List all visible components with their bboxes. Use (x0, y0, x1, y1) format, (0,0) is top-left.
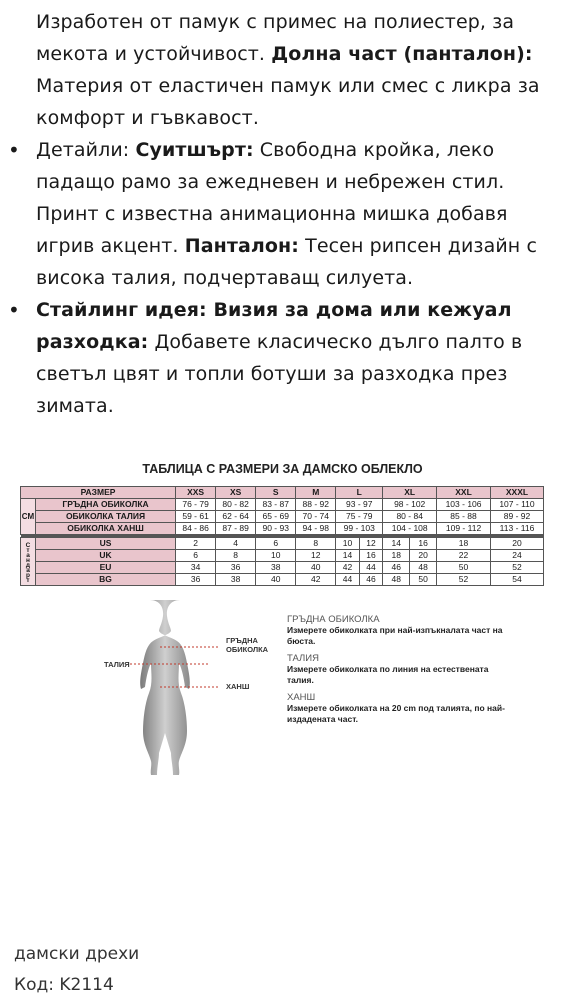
guide-text: Измерете обиколката при най-изпъкналата част на бюста. (287, 625, 503, 646)
table-row: CM ГРЪДНА ОБИКОЛКА 76 - 79 80 - 82 83 - 87 88 - 92 93 - 97 98 - 102 103 - 106 107 - 110 (21, 499, 544, 511)
details-bullet: • Детайли: Суитшърт: Свободна кройка, леко падащо рамо за ежедневен и небрежен стил. Принт с известна анимационна мишка добавя игрив акцент. Панталон: Тесен рипсен дизайн с висока талия, подчертаващ силуета. (36, 134, 541, 294)
table-row: ОБИКОЛКА ХАНШ 84 - 86 87 - 89 90 - 93 94 - 98 99 - 103 104 - 108 109 - 112 113 - 116 (21, 523, 544, 535)
product-description (36, 6, 541, 422)
material-paragraph: Изработен от памук с примес на полиестер, за мекота и устойчивост. Долна част (панталон): Материя от еластичен памук или смес с ликра за комфорт и гъвкавост. (36, 11, 540, 129)
table-row: UK 6 8 10 12 14 16 18 20 22 24 (21, 550, 544, 562)
figure-hip-label: ХАНШ (226, 682, 250, 691)
size-chart-title: ТАБЛИЦА С РАЗМЕРИ ЗА ДАМСКО ОБЛЕКЛО (142, 462, 423, 476)
figure-bust-label: ГРЪДНА ОБИКОЛКА (226, 636, 269, 654)
table-row: BG 36 38 40 42 44 46 48 50 52 54 (21, 574, 544, 586)
figure-waist-label: ТАЛИЯ (104, 660, 130, 669)
guide-heading: ГРЪДНА ОБИКОЛКА (287, 614, 380, 625)
measure-guide (287, 612, 517, 731)
product-code: Код: K2114 (14, 975, 114, 995)
styling-bullet: • Стайлинг идея: Визия за дома или кежуал разходка: Добавете класическо дълго палто в светъл цвят и топли ботуши за разходка през зимата. (36, 294, 541, 422)
size-table (20, 486, 544, 586)
table-row: EU 34 36 38 40 42 44 46 48 50 52 (21, 562, 544, 574)
size-header-row: РАЗМЕР XXS XS S M L XL XXL XXXL (21, 487, 544, 499)
bottom-part-label: Долна част (панталон): (271, 43, 533, 65)
woman-silhouette-icon (60, 596, 290, 776)
body-silhouette (60, 596, 290, 776)
guide-heading: ТАЛИЯ (287, 653, 319, 664)
guide-text: Измерете обиколката на 20 cm под талията, по най-издадената част. (287, 703, 505, 724)
guide-heading: ХАНШ (287, 692, 316, 703)
table-row: Стандарт US 2 4 6 8 10 12 14 16 18 20 (21, 538, 544, 550)
category-link[interactable]: дамски дрехи (14, 944, 140, 964)
guide-text: Измерете обиколката по линия на естествената талия. (287, 664, 489, 685)
table-row: ОБИКОЛКА ТАЛИЯ 59 - 61 62 - 64 65 - 69 70 - 74 75 - 79 80 - 84 85 - 88 89 - 92 (21, 511, 544, 523)
